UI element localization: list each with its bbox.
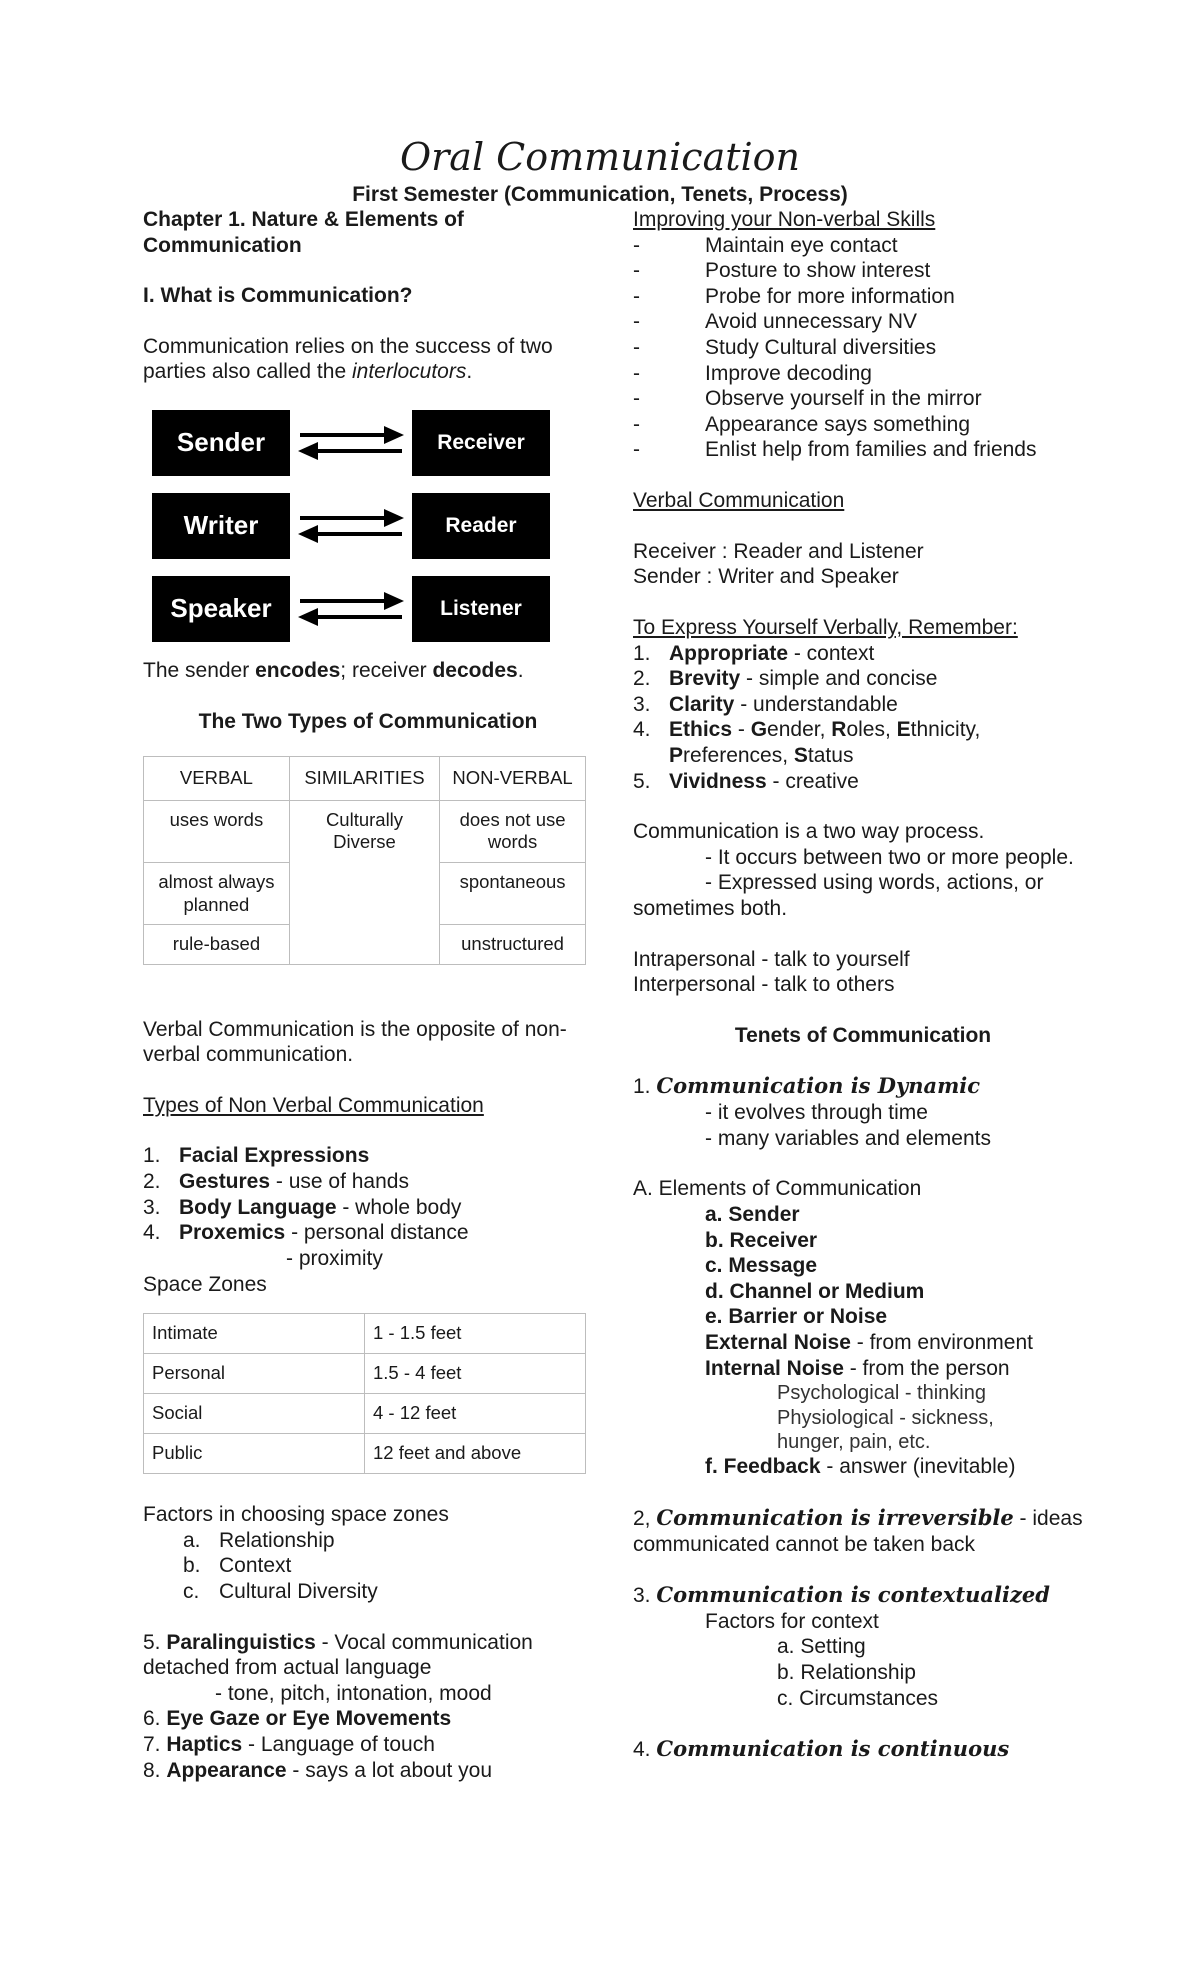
list-item: c. Circumstances — [777, 1686, 939, 1710]
tenet-2: 2, Communication is irreversible - ideas communicated cannot be taken back — [633, 1504, 1083, 1556]
encode-decode-line: The sender encodes; receiver decodes. — [143, 659, 524, 683]
tenet-3: 3. Communication is contextualized — [633, 1582, 1050, 1608]
bidirectional-arrow-icon — [296, 506, 406, 546]
list-item: 1. Appropriate - context — [633, 641, 875, 665]
receiver-line: Receiver : Reader and Listener — [633, 539, 924, 563]
types-table — [143, 756, 586, 964]
sender-line: Sender : Writer and Speaker — [633, 565, 899, 589]
header-similarities: SIMILARITIES — [289, 757, 439, 801]
verbal-heading: Verbal Communication — [633, 489, 845, 513]
space-zones-table — [143, 1313, 586, 1474]
list-item: 8. Appearance - says a lot about you — [143, 1758, 493, 1782]
table-row: Public 12 feet and above — [144, 1434, 586, 1474]
diagram-listener: Listener — [412, 576, 550, 642]
diagram-row — [152, 575, 550, 642]
list-item: - Probe for more information — [633, 284, 955, 308]
express-heading: To Express Yourself Verbally, Remember: — [633, 615, 1018, 639]
document-title: Oral Communication — [399, 135, 801, 179]
nonverbal-types-heading: Types of Non Verbal Communication — [143, 1093, 484, 1117]
two-way-line: Communication is a two way process. — [633, 820, 985, 844]
chapter-title: Chapter 1. Nature & Elements of Communication — [143, 208, 464, 257]
nonverbal-list — [143, 1143, 593, 1271]
list-item: - Observe yourself in the mirror — [633, 387, 982, 411]
bidirectional-arrow-icon — [296, 423, 406, 463]
diagram-receiver: Receiver — [412, 410, 550, 476]
list-item: 6. Eye Gaze or Eye Movements — [143, 1707, 452, 1731]
improve-heading: Improving your Non-verbal Skills — [633, 208, 936, 231]
list-item: b. Context — [183, 1554, 292, 1578]
table-cell: uses words — [144, 800, 290, 862]
diagram-row — [152, 409, 550, 476]
list-item: a. Setting — [777, 1635, 866, 1659]
diagram-speaker: Speaker — [152, 576, 290, 642]
tenet-1-sub: - it evolves through time — [705, 1101, 928, 1125]
list-item: 1. Facial Expressions — [143, 1144, 370, 1168]
left-column — [143, 207, 593, 1783]
table-cell: does not use words — [440, 800, 586, 862]
factors-list — [143, 1528, 593, 1605]
header-nonverbal: NON-VERBAL — [440, 757, 586, 801]
two-types-heading: The Two Types of Communication — [198, 709, 538, 733]
list-item: 5. Vividness - creative — [633, 769, 859, 793]
list-item: e. Barrier or Noise — [705, 1305, 888, 1329]
list-item: d. Channel or Medium — [705, 1279, 925, 1303]
internal-noise: Internal Noise - from the person — [705, 1356, 1010, 1380]
factors-heading: Factors in choosing space zones — [143, 1503, 449, 1527]
express-list — [633, 641, 1093, 795]
table-cell: spontaneous — [440, 862, 586, 924]
diagram-row — [152, 492, 550, 559]
psychological-noise: Psychological - thinking — [777, 1382, 986, 1405]
list-item: b. Relationship — [777, 1660, 916, 1684]
list-item: - Posture to show interest — [633, 259, 931, 283]
list-item: - Avoid unnecessary NV — [633, 310, 918, 334]
tenet-1-sub: - many variables and elements — [705, 1126, 991, 1150]
table-row: Intimate 1 - 1.5 feet — [144, 1314, 586, 1354]
tenets-heading: Tenets of Communication — [734, 1023, 992, 1047]
list-item: a. Sender — [705, 1202, 800, 1226]
list-item: c. Message — [705, 1254, 818, 1278]
list-item: 4. Ethics - Gender, Roles, Ethnicity, Preferences, Status — [633, 718, 981, 767]
paralinguistics-item: 5. Paralinguistics - Vocal communication detached from actual language — [143, 1630, 533, 1680]
external-noise: External Noise - from environment — [705, 1330, 1033, 1354]
elements-heading: A. Elements of Communication — [633, 1177, 922, 1201]
document-subtitle: First Semester (Communication, Tenets, Process) — [352, 183, 848, 206]
list-item: c. Cultural Diversity — [183, 1579, 378, 1603]
diagram-reader: Reader — [412, 493, 550, 559]
table-cell: rule-based — [144, 925, 290, 965]
proximity-line: - proximity — [286, 1246, 383, 1270]
table-row: Personal 1.5 - 4 feet — [144, 1354, 586, 1394]
context-factors: Factors for context — [705, 1609, 879, 1633]
interpersonal-line: Interpersonal - talk to others — [633, 973, 895, 997]
similarities-cell: Culturally Diverse — [289, 800, 439, 964]
paralinguistics-sub: - tone, pitch, intonation, mood — [215, 1681, 492, 1705]
intro-paragraph: Communication relies on the success of two parties also called the interlocutors. — [143, 334, 553, 384]
interlocutors-term: interlocutors — [351, 360, 467, 384]
two-way-sub: - Expressed using words, actions, or sometimes both. — [633, 871, 1044, 921]
right-column — [633, 207, 1093, 1763]
list-item: 4. Proxemics - personal distance — [143, 1221, 469, 1245]
list-item: - Appearance says something — [633, 412, 970, 436]
two-way-sub: - It occurs between two or more people. — [705, 845, 1074, 869]
header-verbal: VERBAL — [144, 757, 290, 801]
list-item: b. Receiver — [705, 1228, 818, 1252]
table-cell: unstructured — [440, 925, 586, 965]
list-item: - Maintain eye contact — [633, 233, 898, 257]
communication-diagram — [152, 409, 550, 642]
list-item: 2. Gestures - use of hands — [143, 1170, 409, 1194]
list-item: 7. Haptics - Language of touch — [143, 1733, 435, 1756]
table-cell: almost always planned — [144, 862, 290, 924]
bidirectional-arrow-icon — [296, 589, 406, 629]
list-item: - Study Cultural diversities — [633, 336, 937, 360]
table-row: Social 4 - 12 feet — [144, 1394, 586, 1434]
feedback-item: f. Feedback - answer (inevitable) — [705, 1455, 1016, 1479]
what-is-heading: I. What is Communication? — [143, 284, 413, 308]
intrapersonal-line: Intrapersonal - talk to yourself — [633, 947, 910, 971]
diagram-sender: Sender — [152, 410, 290, 476]
list-item: 2. Brevity - simple and concise — [633, 667, 938, 691]
tenet-4: 4. Communication is continuous — [633, 1736, 1010, 1762]
tenet-1: 1. Communication is Dynamic — [633, 1073, 981, 1099]
diagram-writer: Writer — [152, 493, 290, 559]
list-item: a. Relationship — [183, 1528, 335, 1552]
opposite-statement: Verbal Communication is the opposite of non-verbal communication. — [143, 1017, 567, 1067]
list-item: 3. Body Language - whole body — [143, 1195, 462, 1219]
list-item: 3. Clarity - understandable — [633, 692, 898, 716]
list-item: - Improve decoding — [633, 361, 872, 385]
elements-list — [633, 1202, 1093, 1480]
list-item: - Enlist help from families and friends — [633, 438, 1037, 462]
improve-list — [633, 233, 1093, 463]
space-zones-label: Space Zones — [143, 1272, 267, 1296]
physiological-noise: Physiological - sickness, hunger, pain, etc. — [777, 1406, 994, 1453]
